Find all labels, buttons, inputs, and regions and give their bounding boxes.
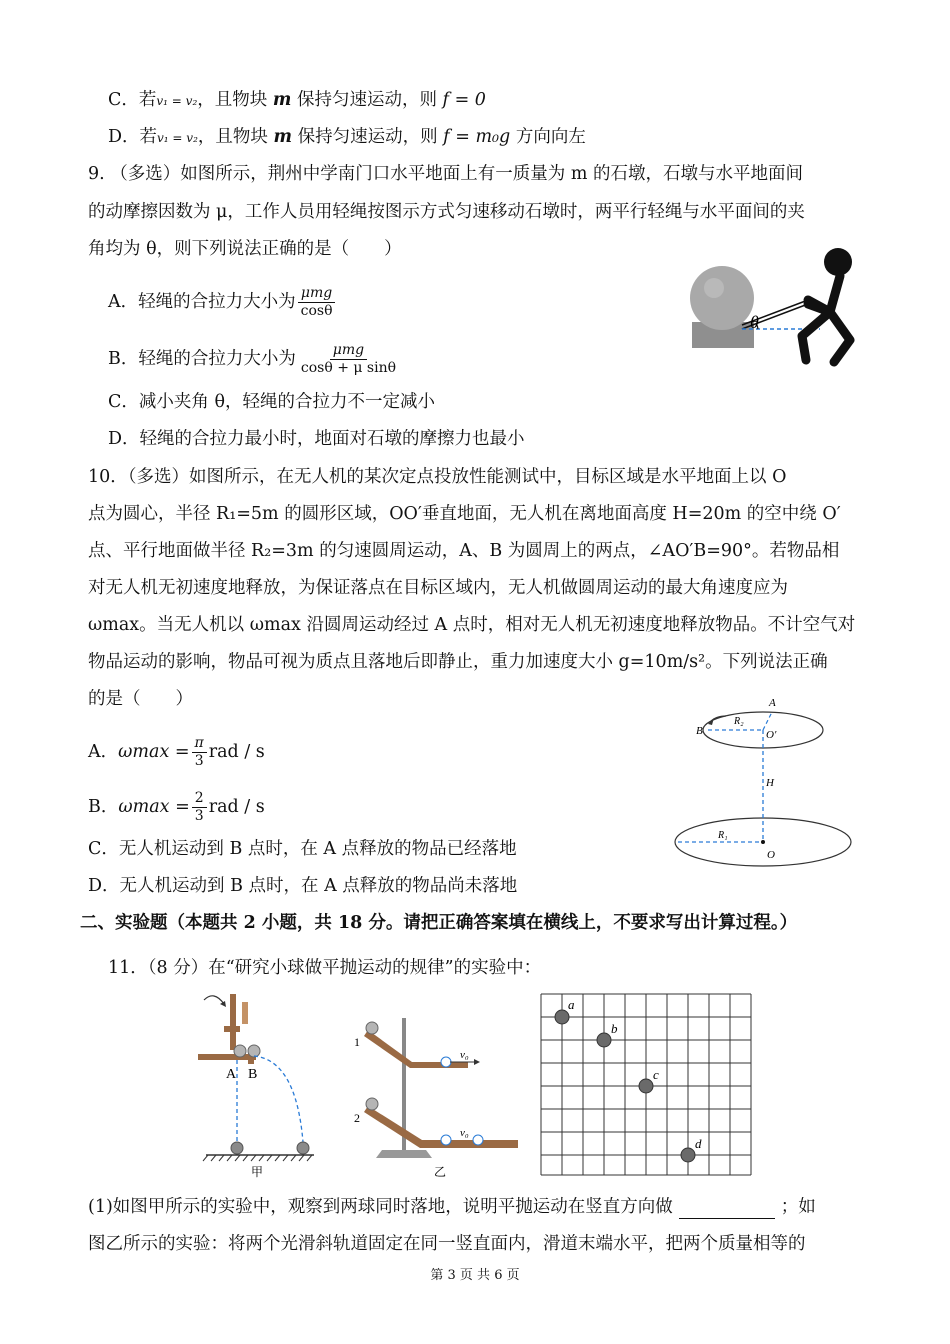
q9-stem-line1: 9. （多选）如图所示，荆州中学南门口水平地面上有一质量为 m 的石墩，石墩与水平地面间	[88, 164, 803, 184]
ball-d-point	[681, 1148, 695, 1162]
ball-a-point	[555, 1010, 569, 1024]
stand-base	[376, 1150, 432, 1158]
label-ball-b: B	[248, 1067, 258, 1082]
q11-figure-jia	[196, 990, 321, 1180]
q10-stem-line1: 10．（多选）如图所示，在无人机的某次定点投放性能测试中，目标区域是水平地面上以 O	[88, 467, 787, 487]
q9-figure	[690, 240, 870, 370]
hammer-post	[230, 994, 236, 1050]
q9-option-b: B．轻绳的合拉力大小为 $\frac{\text{μmg}}{\text{cosθ + μ sinθ}}$	[108, 342, 397, 376]
q8-option-d: D．若v₁ = v₂，且物块 m 保持匀速运动，则 f = m₀g 方向向左	[108, 127, 586, 147]
caption-jia: 甲	[251, 1165, 264, 1179]
q10-option-d: D．无人机运动到 B 点时，在 A 点释放的物品尚未落地	[88, 876, 518, 896]
label-h: H	[766, 777, 774, 789]
projectile-path	[254, 1056, 303, 1142]
q9-option-c: C．减小夹角 θ，轻绳的合拉力不一定减小	[108, 392, 435, 412]
person-body	[802, 276, 850, 362]
q10-stem-line4: 对无人机无初速度地释放，为保证落点在目标区域内，无人机做圆周运动的最大角速度应为	[88, 578, 788, 598]
q10-option-b: B．ωmax = $\frac{2}{3}$ rad / s	[88, 790, 265, 824]
page-footer: 第 3 页 共 6 页	[430, 1268, 520, 1283]
ball-b-point	[597, 1033, 611, 1047]
label-v0-2: v₀	[460, 1127, 469, 1139]
q11-part1-line2: 图乙所示的实验：将两个光滑斜轨道固定在同一竖直面内，滑道末端水平，把两个质量相等的	[88, 1234, 806, 1254]
q10-option-c: C．无人机运动到 B 点时，在 A 点释放的物品已经落地	[88, 839, 517, 859]
q11-grid-figure	[540, 993, 754, 1177]
section-2-heading: 二、实验题（本题共 2 小题，共 18 分。请把正确答案填在横线上，不要求写出计算过程。）	[80, 913, 798, 933]
label-r1: R₁	[718, 830, 728, 841]
q11-part1-line1: (1)如图甲所示的实验中，观察到两球同时落地，说明平抛运动在竖直方向做 ；如	[88, 1197, 816, 1217]
q9-option-a: A．轻绳的合拉力大小为 $\frac{\text{μmg}}{\cos\theta}$	[108, 285, 338, 320]
q10-stem-line5: ωmax。当无人机以 ωmax 沿圆周运动经过 A 点时，相对无人机无初速度地释放物品。不计空气对	[88, 615, 856, 635]
label-r2: R₂	[734, 716, 744, 727]
ball-b	[248, 1045, 260, 1057]
label-a: A	[769, 697, 776, 709]
q10-stem-line2: 点为圆心，半径 R₁=5m 的圆形区域，OO′垂直地面，无人机在离地面高度 H=20m 的空中绕 O′	[88, 504, 841, 524]
label-b: b	[611, 1021, 618, 1036]
label-o: O	[767, 849, 775, 861]
q9-option-d: D．轻绳的合拉力最小时，地面对石墩的摩擦力也最小	[108, 429, 525, 449]
label-v0-1: v₀	[460, 1049, 469, 1061]
q9-stem-line2: 的动摩擦因数为 μ，工作人员用轻绳按图示方式匀速移动石墩时，两平行轻绳与水平面间的夹	[88, 202, 805, 222]
oa-line	[763, 712, 772, 730]
q10-figure	[668, 690, 858, 875]
theta-label: θ	[750, 312, 759, 332]
q10-stem-line7: 的是（ ）	[88, 689, 193, 709]
label-b: B	[696, 725, 703, 737]
label-ball-a: A	[226, 1067, 237, 1082]
person-head	[824, 248, 852, 276]
q10-option-a: A．ωmax = $\frac{\pi}{3}$ rad / s	[88, 735, 265, 769]
platform	[198, 1054, 256, 1060]
answer-blank[interactable]	[679, 1200, 775, 1219]
caption-yi: 乙	[434, 1165, 447, 1179]
stone-ball	[690, 266, 754, 330]
label-c: c	[653, 1067, 659, 1082]
ball-c-point	[639, 1079, 653, 1093]
q8-option-c: C．若v₁ = v₂，且物块 m 保持匀速运动，则 f = 0	[108, 90, 486, 110]
label-o-prime: O′	[766, 729, 777, 741]
q10-stem-line6: 物品运动的影响，物品可视为质点且落地后即静止，重力加速度大小 g=10m/s²。下列说法正确	[88, 652, 828, 672]
label-d: d	[695, 1136, 702, 1151]
point-o	[761, 840, 765, 844]
q11-figure-yi	[350, 1018, 530, 1180]
q11-intro: 11．（8 分）在“研究小球做平抛运动的规律”的实验中：	[108, 958, 542, 978]
label-a: a	[568, 997, 575, 1012]
q10-stem-line3: 点、平行地面做半径 R₂=3m 的匀速圆周运动，A、B 为圆周上的两点，∠AO′B=90°。若物品相	[88, 541, 840, 561]
ball-a	[234, 1045, 246, 1057]
q9-stem-line3: 角均为 θ，则下列说法正确的是（ ）	[88, 239, 402, 259]
label-track-2: 2	[354, 1111, 360, 1125]
label-track-1: 1	[354, 1035, 360, 1049]
